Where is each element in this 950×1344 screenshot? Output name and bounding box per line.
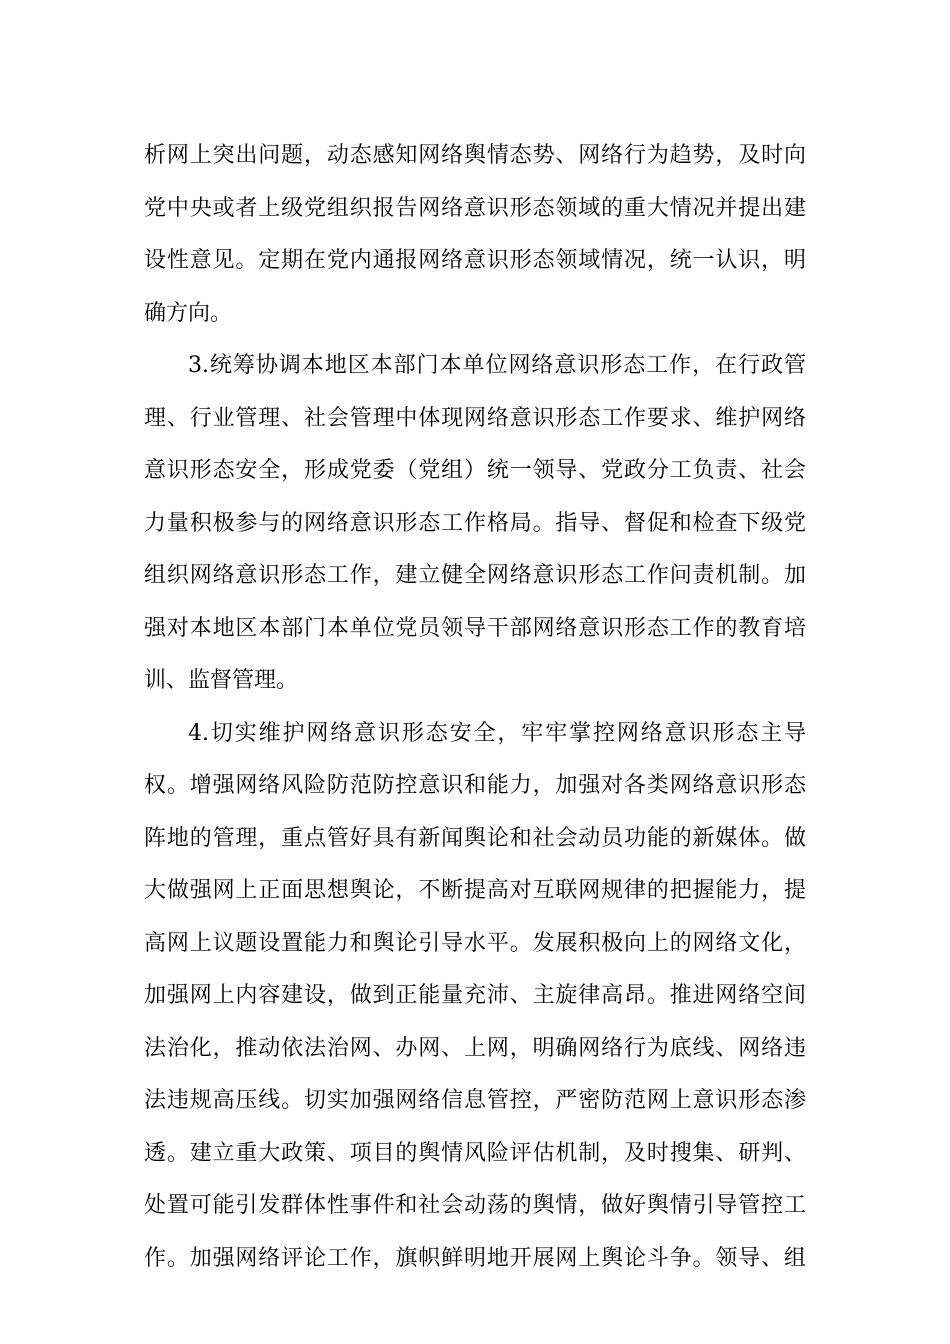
text-line: 力量积极参与的网络意识形态工作格局。指导、督促和检查下级党 (144, 511, 806, 536)
text-line: 组织网络意识形态工作，建立健全网络意识形态工作问责机制。加 (144, 563, 806, 588)
text-line: 高网上议题设置能力和舆论引导水平。发展积极向上的网络文化， (144, 931, 806, 956)
text-line: 阵地的管理，重点管好具有新闻舆论和社会动员功能的新媒体。做 (144, 826, 806, 851)
text-line: 法治化，推动依法治网、办网、上网，明确网络行为底线、网络违 (144, 1036, 806, 1061)
paragraph-3-first-line: 3.统筹协调本地区本部门本单位网络意识形态工作，在行政管 (188, 353, 806, 378)
text-line: 作。加强网络评论工作，旗帜鲜明地开展网上舆论斗争。领导、组 (144, 1246, 806, 1271)
text-line: 意识形态安全，形成党委（党组）统一领导、党政分工负责、社会 (144, 458, 806, 483)
text-line: 加强网上内容建设，做到正能量充沛、主旋律高昂。推进网络空间 (144, 983, 806, 1008)
text-line: 训、监督管理。 (144, 668, 299, 693)
text-line: 理、行业管理、社会管理中体现网络意识形态工作要求、维护网络 (144, 406, 806, 431)
text-line: 权。增强网络风险防范防控意识和能力，加强对各类网络意识形态 (144, 773, 806, 798)
text-line: 大做强网上正面思想舆论，不断提高对互联网规律的把握能力，提 (144, 878, 806, 903)
text-line: 法违规高压线。切实加强网络信息管控，严密防范网上意识形态渗 (144, 1088, 806, 1113)
text-line: 党中央或者上级党组织报告网络意识形态领域的重大情况并提出建 (144, 196, 806, 221)
text-line: 透。建立重大政策、项目的舆情风险评估机制，及时搜集、研判、 (144, 1141, 806, 1166)
text-line: 处置可能引发群体性事件和社会动荡的舆情，做好舆情引导管控工 (144, 1193, 806, 1218)
paragraph-4-first-line: 4.切实维护网络意识形态安全，牢牢掌控网络意识形态主导 (188, 721, 806, 746)
text-line: 设性意见。定期在党内通报网络意识形态领域情况，统一认识，明 (144, 248, 806, 273)
text-line: 强对本地区本部门本单位党员领导干部网络意识形态工作的教育培 (144, 616, 806, 641)
text-line: 析网上突出问题，动态感知网络舆情态势、网络行为趋势，及时向 (144, 143, 806, 168)
text-line: 确方向。 (144, 301, 233, 326)
